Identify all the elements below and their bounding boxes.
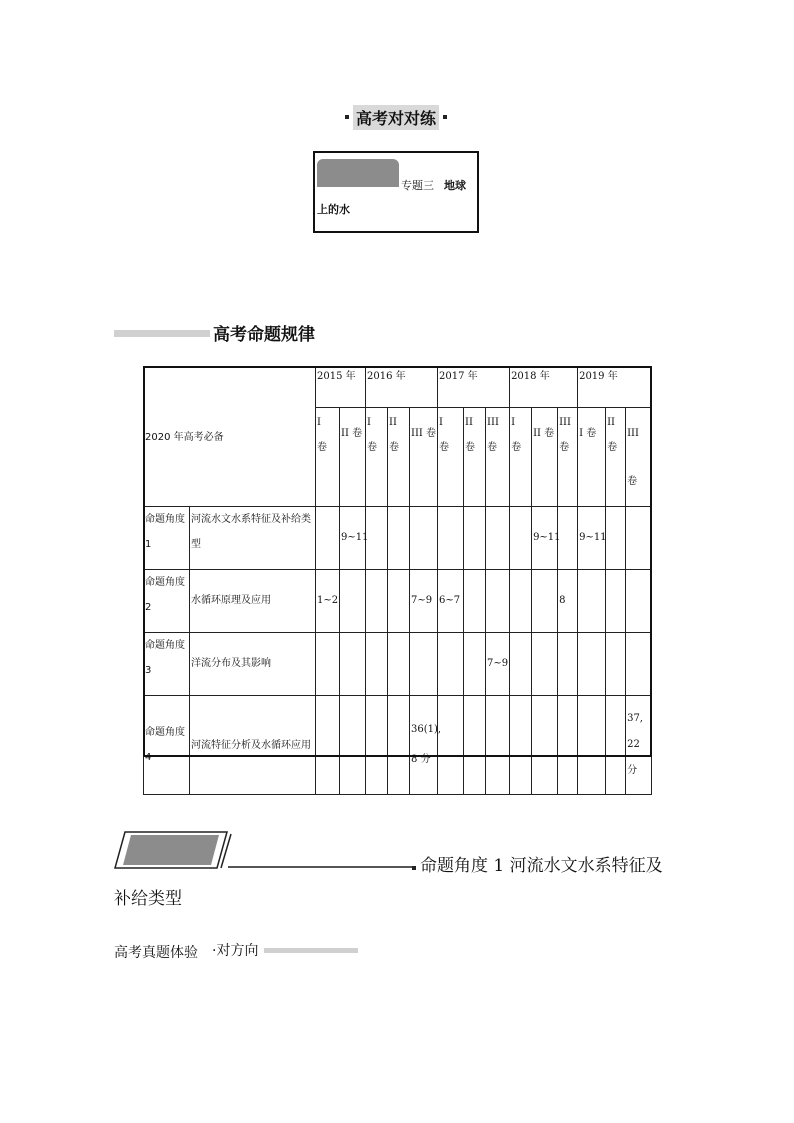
table-cell <box>388 696 410 795</box>
table-cell <box>578 696 606 795</box>
table-cell <box>388 507 410 570</box>
table-cell <box>510 570 532 633</box>
table-cell <box>510 633 532 696</box>
volume-cell: I 卷 <box>366 408 388 507</box>
table-cell <box>486 696 510 795</box>
year-2016: 2016 年 <box>366 367 438 408</box>
table-cell: 37, 22 分 <box>626 696 652 795</box>
table-corner: 2020 年高考必备 <box>144 367 316 507</box>
chapter-label: 专题三 <box>401 179 434 192</box>
row-topic: 洋流分布及其影响 <box>190 633 316 696</box>
chapter-box <box>313 151 479 233</box>
section-title: 高考命题规律 <box>213 325 315 345</box>
table-cell <box>388 633 410 696</box>
table-cell <box>606 570 626 633</box>
volume-cell: II 卷 <box>532 408 558 507</box>
table-cell <box>340 696 366 795</box>
table-cell <box>388 570 410 633</box>
table-cell <box>438 507 464 570</box>
table-cell: 9~11 <box>340 507 366 570</box>
row-angle: 命题角度 3 <box>144 633 190 696</box>
volume-cell: I 卷 <box>438 408 464 507</box>
table-cell <box>410 507 438 570</box>
table-cell: 6~7 <box>438 570 464 633</box>
row-topic: 水循环原理及应用 <box>190 570 316 633</box>
table-row <box>144 570 652 633</box>
volume-cell: III 卷 <box>626 408 652 507</box>
year-2018: 2018 年 <box>510 367 578 408</box>
banner-underline-end <box>412 866 416 870</box>
volume-cell: I 卷 <box>510 408 532 507</box>
table-row-years <box>144 367 652 408</box>
table-cell: 9~11 <box>532 507 558 570</box>
table-cell: 7~9 <box>486 633 510 696</box>
year-2019: 2019 年 <box>578 367 652 408</box>
volume-cell: I 卷 <box>578 408 606 507</box>
experience-label: 高考真题体验 <box>114 945 198 961</box>
chapter-tab-decoration <box>317 159 399 187</box>
table-cell <box>626 507 652 570</box>
volume-cell: III 卷 <box>558 408 578 507</box>
table-cell <box>316 696 340 795</box>
section-bar-decoration <box>114 330 210 337</box>
table-cell <box>486 570 510 633</box>
table-cell <box>486 507 510 570</box>
table-cell <box>578 570 606 633</box>
table-cell: 9~11 <box>578 507 606 570</box>
table-cell <box>510 507 532 570</box>
row-topic: 河流特征分析及水循环应用 <box>190 696 316 795</box>
table-cell <box>410 633 438 696</box>
table-cell <box>558 507 578 570</box>
table-cell <box>626 633 652 696</box>
banner-title-part1: 命题角度 1 河流水文水系特征及 <box>420 856 663 876</box>
row-angle: 命题角度 1 <box>144 507 190 570</box>
experience-bar-decoration <box>264 948 358 953</box>
table-cell <box>532 696 558 795</box>
row-angle: 命题角度 4 <box>144 696 190 795</box>
table-cell <box>366 696 388 795</box>
table-cell <box>340 633 366 696</box>
table-cell <box>366 633 388 696</box>
volume-cell: III 卷 <box>486 408 510 507</box>
table-cell <box>438 633 464 696</box>
row-topic: 河流水文水系特征及补给类型 <box>190 507 316 570</box>
chapter-title-part2: 上的水 <box>317 203 350 216</box>
experience-sub: ·对方向 <box>212 943 259 959</box>
volume-cell: III 卷 <box>410 408 438 507</box>
volume-cell: II 卷 <box>340 408 366 507</box>
volume-cell: II 卷 <box>388 408 410 507</box>
table-cell: 1~2 <box>316 570 340 633</box>
table-cell <box>340 570 366 633</box>
bullet-square-icon <box>345 115 349 119</box>
page-header <box>340 104 452 130</box>
year-2017: 2017 年 <box>438 367 510 408</box>
volume-cell: II 卷 <box>606 408 626 507</box>
table-row <box>144 507 652 570</box>
table-cell: 8 <box>558 570 578 633</box>
table-cell <box>578 633 606 696</box>
table-cell <box>464 570 486 633</box>
volume-cell: II 卷 <box>464 408 486 507</box>
table-cell <box>532 633 558 696</box>
chapter-title-part1: 地球 <box>444 179 466 192</box>
table-cell <box>316 507 340 570</box>
banner-title-part2: 补给类型 <box>114 889 182 909</box>
table-cell <box>606 633 626 696</box>
exam-pattern-table <box>143 366 652 795</box>
table-cell <box>626 570 652 633</box>
table-cell <box>316 633 340 696</box>
header-title: 高考对对练 <box>353 105 439 130</box>
table-cell <box>438 696 464 795</box>
chapter-line-1 <box>401 177 466 193</box>
row-angle: 命题角度 2 <box>144 570 190 633</box>
volume-cell: I 卷 <box>316 408 340 507</box>
table-cell: 7~9 <box>410 570 438 633</box>
table-cell <box>366 570 388 633</box>
table-cell <box>606 507 626 570</box>
table-cell: 36(1), 8 分 <box>410 696 438 795</box>
bullet-square-icon <box>443 115 447 119</box>
year-2015: 2015 年 <box>316 367 366 408</box>
table-cell <box>464 507 486 570</box>
table-cell <box>558 633 578 696</box>
table-cell <box>510 696 532 795</box>
banner-parallelogram-icon <box>115 832 227 868</box>
table-cell <box>366 507 388 570</box>
table-cell <box>464 696 486 795</box>
table-cell <box>558 696 578 795</box>
table-cell <box>532 570 558 633</box>
table-row <box>144 633 652 696</box>
banner-underline <box>228 866 416 868</box>
table-row <box>144 696 652 795</box>
table-cell <box>464 633 486 696</box>
table-cell <box>606 696 626 795</box>
